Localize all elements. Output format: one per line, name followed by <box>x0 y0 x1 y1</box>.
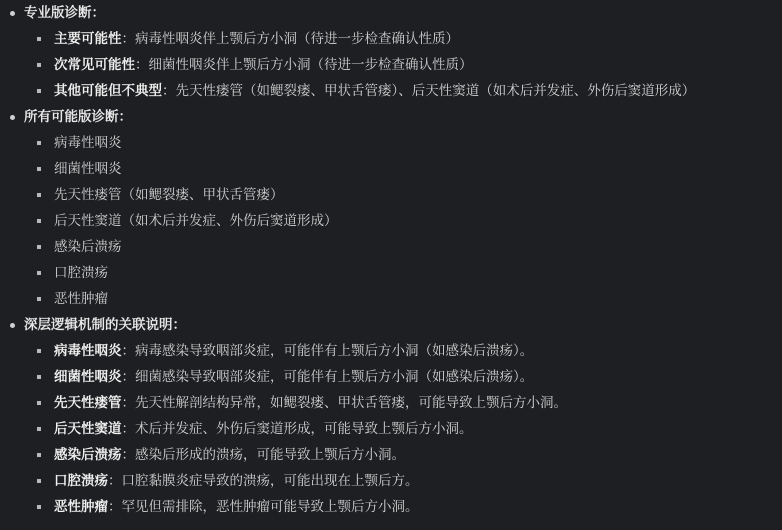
list-item <box>0 364 782 390</box>
list-item <box>0 78 782 104</box>
list-item <box>0 130 782 156</box>
list-item <box>0 234 782 260</box>
item-text: 感染后溃疡 <box>54 239 122 255</box>
list-item <box>0 286 782 312</box>
item-text: 细菌性咽炎伴上颚后方小洞（待进一步检查确认性质） <box>148 57 473 73</box>
list-item <box>0 494 782 520</box>
item-label: 恶性肿瘤 <box>54 499 108 515</box>
square-bullet-icon <box>37 63 41 67</box>
item-separator: ： <box>108 473 122 489</box>
item-separator: ： <box>121 343 135 359</box>
item-label: 病毒性咽炎 <box>54 343 122 359</box>
square-bullet-icon <box>37 479 41 483</box>
square-bullet-icon <box>37 37 41 41</box>
item-label: 口腔溃疡 <box>54 473 108 489</box>
item-label: 细菌性咽炎 <box>54 369 122 385</box>
item-text: 口腔黏膜炎症导致的溃疡，可能出现在上颚后方。 <box>121 473 419 489</box>
square-bullet-icon <box>37 219 41 223</box>
square-bullet-icon <box>37 375 41 379</box>
list-item <box>0 52 782 78</box>
item-text: 罕见但需排除，恶性肿瘤可能导致上颚后方小洞。 <box>121 499 419 515</box>
list-item <box>0 156 782 182</box>
square-bullet-icon <box>37 349 41 353</box>
bullet-icon <box>10 11 15 16</box>
list-item <box>0 468 782 494</box>
item-text: 先天性瘘管（如鳃裂瘘、甲状舌管瘘）、后天性窦道（如术后并发症、外伤后窦道形成） <box>175 83 696 99</box>
item-label: 感染后溃疡 <box>54 447 122 463</box>
list-item <box>0 26 782 52</box>
list-item <box>0 182 782 208</box>
item-text: 细菌性咽炎 <box>54 161 122 177</box>
square-bullet-icon <box>37 141 41 145</box>
list-item <box>0 208 782 234</box>
section-title-all-possible <box>0 104 782 130</box>
item-separator: ： <box>108 499 122 515</box>
list-item <box>0 338 782 364</box>
square-bullet-icon <box>37 505 41 509</box>
item-separator: ： <box>135 57 149 73</box>
section-title-text: 深层逻辑机制的关联说明： <box>24 317 186 333</box>
square-bullet-icon <box>37 167 41 171</box>
list-item <box>0 260 782 286</box>
item-label: 先天性瘘管 <box>54 395 122 411</box>
section-title-text: 所有可能版诊断： <box>24 109 132 125</box>
section-title-professional <box>0 0 782 26</box>
item-text: 恶性肿瘤 <box>54 291 108 307</box>
item-text: 病毒性咽炎 <box>54 135 122 151</box>
item-separator: ： <box>121 31 135 47</box>
square-bullet-icon <box>37 193 41 197</box>
list-item <box>0 442 782 468</box>
item-text: 细菌感染导致咽部炎症，可能伴有上颚后方小洞（如感染后溃疡）。 <box>135 369 534 385</box>
square-bullet-icon <box>37 453 41 457</box>
square-bullet-icon <box>37 245 41 249</box>
square-bullet-icon <box>37 427 41 431</box>
square-bullet-icon <box>37 297 41 301</box>
item-text: 先天性瘘管（如鳃裂瘘、甲状舌管瘘） <box>54 187 284 203</box>
item-text: 感染后形成的溃疡，可能导致上颚后方小洞。 <box>135 447 405 463</box>
item-separator: ： <box>121 421 135 437</box>
list-item <box>0 416 782 442</box>
item-label: 主要可能性 <box>54 31 122 47</box>
item-text: 病毒性咽炎伴上颚后方小洞（待进一步检查确认性质） <box>135 31 459 47</box>
item-text: 术后并发症、外伤后窦道形成，可能导致上颚后方小洞。 <box>135 421 473 437</box>
item-separator: ： <box>121 369 135 385</box>
item-text: 后天性窦道（如术后并发症、外伤后窦道形成） <box>54 213 338 229</box>
item-text: 口腔溃疡 <box>54 265 108 281</box>
bullet-icon <box>10 115 15 120</box>
item-label: 后天性窦道 <box>54 421 122 437</box>
item-text: 先天性解剖结构异常，如鳃裂瘘、甲状舌管瘘，可能导致上颚后方小洞。 <box>135 395 567 411</box>
item-text: 病毒感染导致咽部炎症，可能伴有上颚后方小洞（如感染后溃疡）。 <box>135 343 534 359</box>
bullet-icon <box>10 323 15 328</box>
item-label: 次常见可能性 <box>54 57 135 73</box>
square-bullet-icon <box>37 271 41 275</box>
item-label: 其他可能但不典型 <box>54 83 162 99</box>
square-bullet-icon <box>37 89 41 93</box>
square-bullet-icon <box>37 401 41 405</box>
section-title-text: 专业版诊断： <box>24 5 105 21</box>
item-separator: ： <box>162 83 176 99</box>
section-title-mechanism <box>0 312 782 338</box>
item-separator: ： <box>121 395 135 411</box>
item-separator: ： <box>121 447 135 463</box>
list-item <box>0 390 782 416</box>
